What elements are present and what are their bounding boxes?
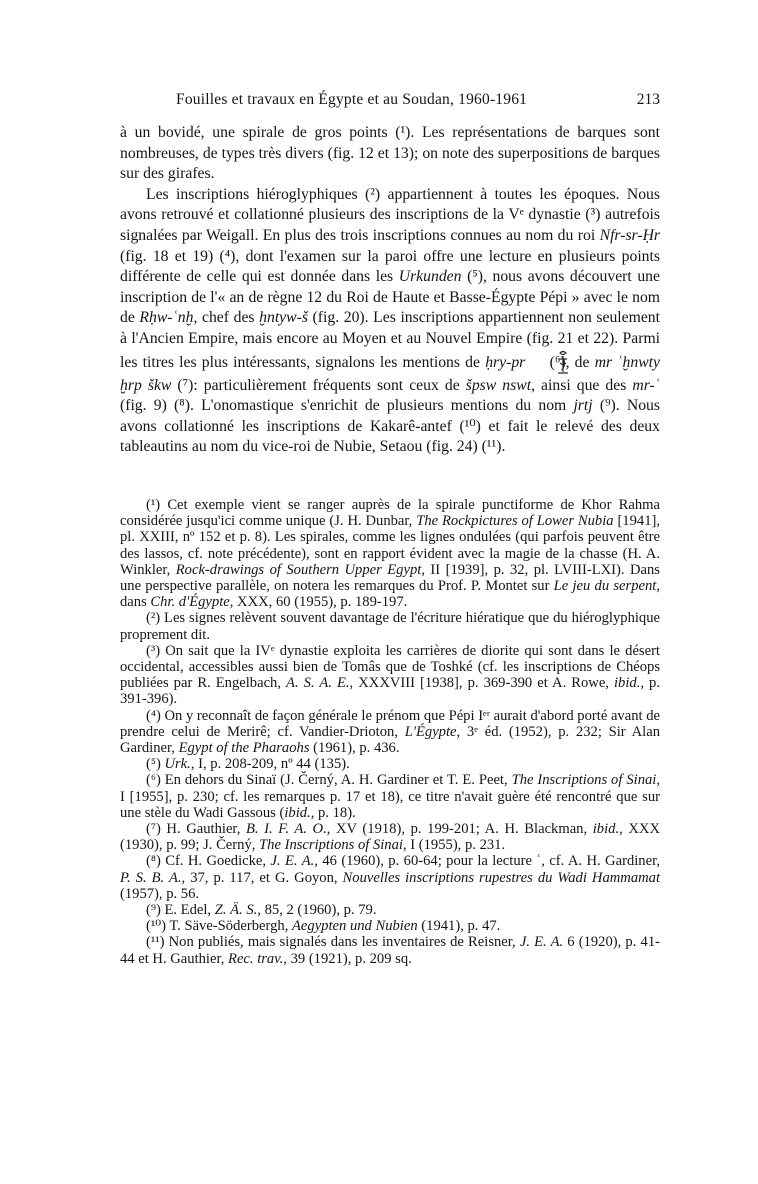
footnote-1 [120,497,660,610]
note-citation: J. E. A. [519,934,564,951]
footnote-4 [120,708,660,757]
note-text: (⁵) [146,756,165,773]
note-text: (⁹) E. Edel, [146,902,215,919]
note-text: (1961), p. 436. [309,740,400,757]
note-text: (³) On sait que la IVᵉ dynastie exploita les carrières de diorite qui sont dans le désert occidental, accessibles aussi bien de Tomâs que de Toshké (cf. les inscriptions de Chéops publiées par R. Engelbach, [120,642,660,692]
text-segment: (⁵), nous avons découvert une inscription de l'« an de règne 12 du Roi de Haute et Basse-Égypte Pépi » avec le nom de [120,268,660,327]
note-text: , I (1955), p. 231. [402,837,506,854]
note-text: (⁸) Cf. H. Goedicke, [146,853,271,870]
footnote-7 [120,821,660,853]
note-citation: The Inscriptions of Sinai [259,837,403,854]
note-citation: Le jeu du serpent [553,578,657,595]
personal-name: Rḥw-ʿnḫ [139,309,194,327]
title-transliteration: špsw nswt [465,376,532,394]
urkunden-title: Urkunden [398,268,462,286]
note-citation: ibid. [614,675,641,692]
note-citation: Z. Ä. S. [214,902,258,919]
note-citation: B. I. F. A. O. [245,821,327,838]
text-segment: , ainsi que des [531,376,633,394]
note-citation: A. S. A. E. [286,675,350,692]
footnote-9 [120,902,660,918]
text-segment: (fig. 20). Les inscriptions appartiennent non seulement à l'Ancien Empire, mais encore au Moyen et au Nouvel Empire (fig. 21 et 22). Parmi les titres les plus intéressants, signalons les mentions de [120,309,660,371]
page-number: 213 [636,91,660,108]
note-text: (¹⁰) T. Säve-Söderbergh, [146,918,292,935]
title-transliteration: ḥry-pr [485,353,526,371]
footnote-11 [120,934,660,966]
note-text: , XXX, 60 (1955), p. 189-197. [229,594,408,611]
title-transliteration: mr-ʿ [632,376,660,394]
text-segment: (⁷): particulièrement fréquents sont ceux de [171,376,466,394]
note-citation: Rec. trav. [228,950,284,967]
note-text: , p. 18). [310,804,356,821]
note-citation: Chr. d'Égypte [150,594,230,611]
title-transliteration: ḫntyw-š [259,309,308,327]
text-segment: , chef des [193,309,260,327]
text-segment: (fig. 9) (⁸). L'onomastique s'enrichit de plusieurs mentions du nom [120,397,574,415]
note-citation: Rock-drawings of Southern Upper Egypt [175,561,422,578]
note-text: 6 (1920), p. 41-44 et H. Gauthier, [120,934,660,967]
running-title: Fouilles et travaux en Égypte et au Soudan, 1960-1961 [176,91,528,108]
note-citation: Egypt of the Pharaohs [178,740,310,757]
note-text: , 85, 2 (1960), p. 79. [257,902,377,919]
footnote-3 [120,643,660,708]
text-segment: Les inscriptions hiéroglyphiques (²) appartiennent à toutes les époques. Nous avons retrouvé et collationné plusieurs des inscriptions de la Vᵉ dynastie (³) autrefois signalées par Weigall. En plus des trois inscriptions connues au nom du roi [120,185,660,244]
note-text: (¹¹) Non publiés, mais signalés dans les inventaires de Reisner, [146,934,520,951]
note-text: , XXXVIII [1938], p. 369-390 et A. Rowe, [349,675,614,692]
note-text: , p. 391-396). [120,675,660,708]
note-text: (1941), p. 47. [417,918,501,935]
running-header [120,91,660,119]
note-citation: The Rockpictures of Lower Nubia [416,513,614,530]
paragraph-2 [120,185,660,458]
title-transliteration: mr ʿḫnwty ḫrp škw [120,353,661,394]
note-text: [1941], pl. XXIII, nº 152 et p. 8). Les spirales, comme les lignes ondulées (qui parfois peuvent être des lassos, cf. note précédente), sont en rapport évident avec la magie de la chasse (H. A. Winkler, [120,513,661,578]
footnote-8 [120,853,660,902]
note-text: , XXX (1930), p. 99; J. Černý, [120,821,660,854]
note-citation: J. E. A. [270,853,315,870]
footnotes [120,497,660,967]
body-text [120,123,660,458]
footnote-6 [120,772,660,821]
footnote-5 [120,756,660,772]
note-citation: Urk. [164,756,191,773]
text-segment: (fig. 18 et 19) (⁴), dont l'examen sur la paroi offre une lecture en plusieurs points différente de celle qui est donnée dans les [120,247,660,286]
note-text: , II [1939], p. 32, pl. LVIII-LXI). Dans une perspective parallèle, on notera les remarques du Prof. P. Montet sur [120,561,660,595]
note-text: (¹) Cet exemple vient se ranger auprès de la spirale punctiforme de Khor Rahma considérée jusqu'ici comme unique (J. H. Dunbar, [120,497,660,530]
text-segment: (⁶), de [544,353,595,371]
note-citation: ibid. [284,804,311,821]
note-citation: The Inscriptions of Sinai [511,772,657,789]
name-transliteration: jrtj [573,397,593,415]
note-text: , 37, p. 117, et G. Goyon, [181,869,343,886]
note-text: , I, p. 208-209, nº 44 (135). [190,756,350,773]
note-text: , I [1955], p. 230; cf. les remarques p. 17 et 18), ce titre n'avait guère été rencontré que sur une stèle du Wadi Gassous ( [120,772,660,821]
note-citation: Nouvelles inscriptions rupestres du Wadi Hammamat [342,869,661,886]
note-citation: P. S. B. A. [120,869,182,886]
note-text: (⁴) On y reconnaît de façon générale le prénom que Pépi Iᵉʳ aurait d'abord porté avant de prendre celui de Merirê; cf. Vandier-Drioton, [120,707,660,740]
note-text: (⁶) En dehors du Sinaï (J. Černý, A. H. Gardiner et T. E. Peet, [146,772,512,789]
footnote-2: (²) Les signes relèvent souvent davantage de l'écriture hiératique que du hiéroglyphique proprement dit. [120,610,660,643]
note-citation: ibid. [592,821,620,838]
note-citation: L'Égypte [404,723,457,740]
text-segment: (⁹). Nous avons collationné les inscriptions de Kakarê-antef (¹⁰) et fait le relevé des deux tableautins au nom du vice-roi de Nubie, Setaou (fig. 24) (¹¹). [120,397,660,456]
note-text: (1957), p. 56. [120,885,200,902]
note-citation: Aegypten und Nubien [292,918,418,935]
note-text: , 39 (1921), p. 209 sq. [283,950,412,967]
king-name: Nfr-sr-Ḥr [599,226,660,244]
paragraph-1: à un bovidé, une spirale de gros points (¹). Les représentations de barques sont nombreuses, de types très divers (fig. 12 et 13); on note des superpositions de barques sur des girafes. [120,124,660,183]
note-text: , XV (1918), p. 199-201; A. H. Blackman, [326,821,593,838]
note-text: (⁷) H. Gauthier, [146,821,246,838]
hieroglyph-icon [530,350,544,376]
footnote-10 [120,918,660,934]
note-text: , 3ᵉ éd. (1952), p. 232; Sir Alan Gardiner, [120,723,660,757]
note-text: , 46 (1960), p. 60-64; pour la lecture ʿ, cf. A. H. Gardiner, [314,853,660,870]
note-text: , dans [120,578,660,611]
